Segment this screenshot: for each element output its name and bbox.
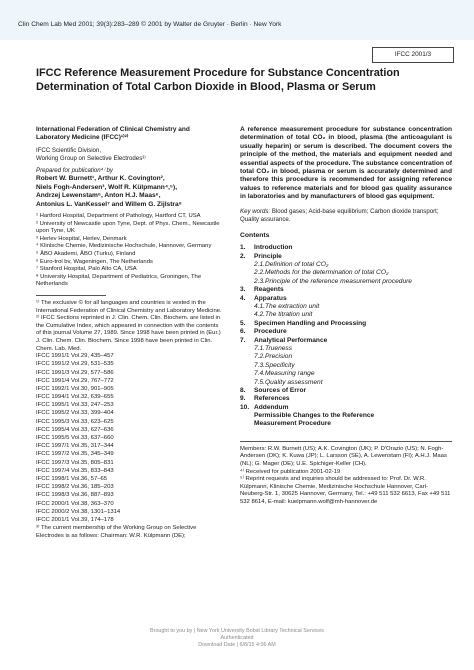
volume-entry: IFCC 1995/5 Vol.33, 637–660 (36, 435, 114, 442)
volume-entry: IFCC 1991/3 Vol.29, 577–586 (36, 369, 114, 376)
toc-text: Analytical Performance (254, 336, 328, 344)
toc-text: Measurement Procedure (254, 420, 331, 428)
toc-item (240, 404, 452, 412)
volume-entry: IFCC 2000/2 Vol.38, 1301–1314 (36, 508, 121, 515)
header-band (0, 0, 474, 40)
toc-text: 4.1.The extraction unit (254, 303, 320, 310)
footer-line: Brought to you by | New York University Bobst Library Technical Services (150, 628, 324, 634)
toc-number: 4. (240, 294, 246, 302)
volume-entry: IFCC 1991/2 Vol.29, 531–535 (36, 361, 114, 368)
toc-text: 4.2.The titration unit (254, 311, 313, 319)
affiliation: ³ Herlev Hospital, Herlev, Denmark (36, 235, 127, 242)
toc-item (240, 387, 452, 395)
division-line-2: Working Group on Selective Electrodes³⁾ (36, 155, 146, 163)
volume-entry: IFCC 1991/4 Vol.29, 767–772 (36, 377, 114, 384)
footer-line: Authenticated (220, 635, 254, 641)
article-title: IFCC Reference Measurement Procedure for Substance Concentration Determination of Total Carbon Dioxide in Blood, Plasma or Serum (36, 67, 400, 93)
toc-number: 9. (240, 395, 246, 403)
author-line: Antonius L. VanKessel⁷ and Willem G. Zijlstra⁸ (36, 200, 182, 208)
toc-item (240, 345, 452, 353)
toc-text: 2.1.Definition of total CO₂ (254, 261, 329, 269)
table-of-contents (240, 244, 452, 429)
footer-line: Download Date | 6/8/15 4:06 AM (198, 642, 276, 648)
toc-text: 7.4.Measuring range (254, 370, 315, 378)
toc-item (240, 261, 452, 269)
volume-entry: IFCC 1994/1 Vol.32, 639–655 (36, 394, 114, 401)
federation-heading: International Federation of Clinical Chemistry and Laboratory Medicine (IFCC)¹⁾²⁾ (36, 126, 190, 142)
toc-number: 5. (240, 319, 246, 327)
toc-number: 3. (240, 286, 246, 294)
toc-item (240, 253, 452, 261)
author-line: Andrzej Lewenstam⁶, Anton H.J. Maas⁶, (36, 192, 161, 200)
toc-item (240, 412, 452, 420)
toc-text: Principle (254, 252, 282, 260)
toc-text: Procedure (254, 328, 287, 336)
reprint-requests: ⁵⁾ Reprint requests and inquiries should be addressed to: Prof. Dr. W.R. Külpmann, Klinische Chemie, Medizinische Hochschule Hannover, Carl-Neuberg-Str. 1, 30625 Hannover, Germany, Tel.: +49 511 532 6613, Fax +49 511 532 8614, E-mail: kuelpmann.wolf@mh-hannover.de (240, 476, 451, 506)
toc-text: References (254, 395, 290, 403)
toc-text: Introduction (254, 244, 293, 252)
toc-text: 2.3.Principle of the reference measurement procedure (254, 277, 412, 285)
toc-number: 6. (240, 328, 246, 336)
keywords-label: Key words: (240, 207, 271, 215)
volume-entry: IFCC 2001/1 Vol.39, 174–178 (36, 516, 114, 523)
affiliation: ⁷ Stanford Hospital, Palo Alto CA, USA (36, 266, 137, 273)
toc-text: 2.2.Methods for the determination of total CO₂ (254, 269, 389, 277)
footnote: ¹⁾ The exclusive © for all languages and countries is vested in the International Federation of Clinical Chemistry and Laboratory Medicine. (36, 299, 222, 314)
download-footer (0, 628, 474, 649)
toc-item (240, 337, 452, 345)
author-line: Robert W. Burnett¹, Arthur K. Covington², (36, 175, 165, 183)
toc-item (240, 370, 452, 378)
toc-item (240, 295, 452, 303)
toc-item (240, 379, 452, 387)
toc-text: Reagents (254, 286, 284, 294)
toc-item (240, 311, 452, 319)
affiliation: ² University of Newcastle upon Tyne, Dept. of Phys. Chem., Newcastle upon Tyne, UK (36, 220, 220, 235)
toc-item (240, 269, 452, 277)
toc-item (240, 244, 452, 252)
toc-item (240, 286, 452, 294)
ifcc-document-tag: IFCC 2001/3 (372, 47, 454, 63)
volume-entry: IFCC 1995/3 Vol.33, 623–625 (36, 418, 114, 425)
division-line-1: IFCC Scientific Division, (36, 146, 102, 154)
affiliation: ⁶ Euro-trol bv, Wageningen, The Netherlands (36, 258, 153, 265)
toc-text: Permissible Changes to the Reference (254, 412, 375, 420)
toc-text: 7.1.Trueness (254, 344, 292, 352)
volume-entry: IFCC 1995/4 Vol.33, 627–636 (36, 426, 114, 433)
members-list: Members: R.W. Burnett (US); A.K. Covington (UK); P. D'Orazio (US); N. Fogh-Andersen (DK); K. Kuwa (JP); L. Larsson (SE), A. Lewenstam (FI); A.H.J. Maas (NL); G. Mager (DE); U.E. Spichiger-Keller (CH). (240, 445, 447, 468)
toc-item (240, 353, 452, 361)
volume-entry: IFCC 1991/1 Vol.29, 435–457 (36, 353, 114, 360)
footnote-list (36, 300, 224, 353)
toc-text: Sources of Error (254, 386, 307, 394)
keywords-text: Blood gases; Acid-base equilibrium; Carbon dioxide transport; Quality assurance. (240, 207, 439, 223)
running-head: Clin Chem Lab Med 2001; 39(3):283–289 © 2001 by Walter de Gruyter · Berlin · New York (18, 21, 282, 28)
toc-item (240, 328, 452, 336)
toc-item (240, 320, 452, 328)
toc-number: 8. (240, 386, 246, 394)
toc-item (240, 278, 452, 286)
toc-text: 7.5.Quality assessment (254, 378, 323, 386)
working-group-note: ³⁾ The current membership of the Working Group on Selective Electrodes is as follows: Chairman: W.R. Külpmann (DE); (36, 525, 197, 539)
volume-entry: IFCC 1998/3 Vol.36, 887–893 (36, 492, 114, 499)
author-list (36, 175, 224, 209)
volume-entry: IFCC 1995/2 Vol.33, 399–404 (36, 410, 114, 417)
prepared-for-publication: Prepared for publication⁴⁾ by (36, 167, 113, 175)
toc-text: Apparatus (254, 294, 287, 302)
toc-number: 10. (240, 403, 250, 411)
volume-entry: IFCC 1997/4 Vol.35, 833–843 (36, 467, 114, 474)
volume-entry: IFCC 1995/1 Vol.33, 247–253 (36, 402, 114, 409)
toc-text: 7.2.Precision (254, 353, 293, 361)
toc-number: 1. (240, 244, 246, 252)
toc-item (240, 395, 452, 403)
abstract: A reference measurement procedure for substance concentration determination of total CO₂ in blood, plasma (the anticoagulant is usually heparin) or serum is described. The document covers the principle of the method, the materials and equipment needed and essential aspects of the procedure. The substance concentration of total CO₂ in blood, plasma or serum is accurately determined and therefore this procedure is recommended for assigning reference values to reference materials and for blood gas quality assurance in laboratories and by manufacturers of blood gas equipment. (240, 126, 452, 201)
volume-entry: IFCC 2000/1 Vol.38, 363–370 (36, 500, 114, 507)
received-date: ⁴⁾ Received for publication 2001-02-19 (240, 468, 341, 475)
toc-text: Specimen Handling and Processing (254, 319, 367, 327)
toc-text: 7.3.Specificity (254, 361, 295, 369)
toc-text: Addendum (254, 403, 289, 411)
volume-entry: IFCC 1997/2 Vol.35, 345–349 (36, 451, 114, 458)
toc-item (240, 303, 452, 311)
affiliation-list (36, 213, 224, 289)
affiliation: ⁴ Klinische Chemie, Medizinische Hochschule, Hannover, Germany (36, 243, 212, 250)
contents-heading: Contents (240, 232, 270, 240)
volume-entry: IFCC 1992/1 Vol.30, 901–905 (36, 385, 114, 392)
volume-entry: IFCC 1997/3 Vol.35, 805–831 (36, 459, 114, 466)
footnote-rule (240, 441, 452, 442)
volume-entry: IFCC 1998/2 Vol.36, 185–203 (36, 484, 114, 491)
author-line: Niels Fogh-Andersen³, Wolf R. Külpmann⁴,⁵), (36, 183, 178, 191)
toc-item (240, 420, 452, 428)
affiliation: ⁸ University Hospital, Department of Pediatrics, Groningen, The Netherlands (36, 273, 202, 288)
volume-entry: IFCC 1997/1 Vol.35, 317–344 (36, 443, 114, 450)
right-column (240, 126, 452, 507)
toc-number: 7. (240, 336, 246, 344)
volume-list (36, 353, 224, 525)
keywords (240, 208, 452, 224)
footnote-rule (36, 295, 106, 296)
affiliation: ⁵ ÅBO Akademi, ÅBO (Turku), Finland (36, 251, 136, 258)
footnote: ²⁾ IFCC Sections reprinted in J. Clin. Chem. Clin. Biochem. are listed in the Cumulative Index, which appeared in connection with the contents of this journal Volume 27, 1989. Since 1998 have been printed in (Eur.) J. Clin. Chem. Clin. Biochem. Since 1998 have been printed in Clin. Chem. Lab. Med. (36, 315, 221, 352)
toc-item (240, 362, 452, 370)
toc-number: 2. (240, 252, 246, 260)
volume-entry: IFCC 1998/1 Vol.36, 57–65 (36, 475, 108, 482)
affiliation: ¹ Hartford Hospital, Department of Pathology, Hartford CT, USA (36, 213, 201, 220)
left-column (36, 126, 224, 540)
